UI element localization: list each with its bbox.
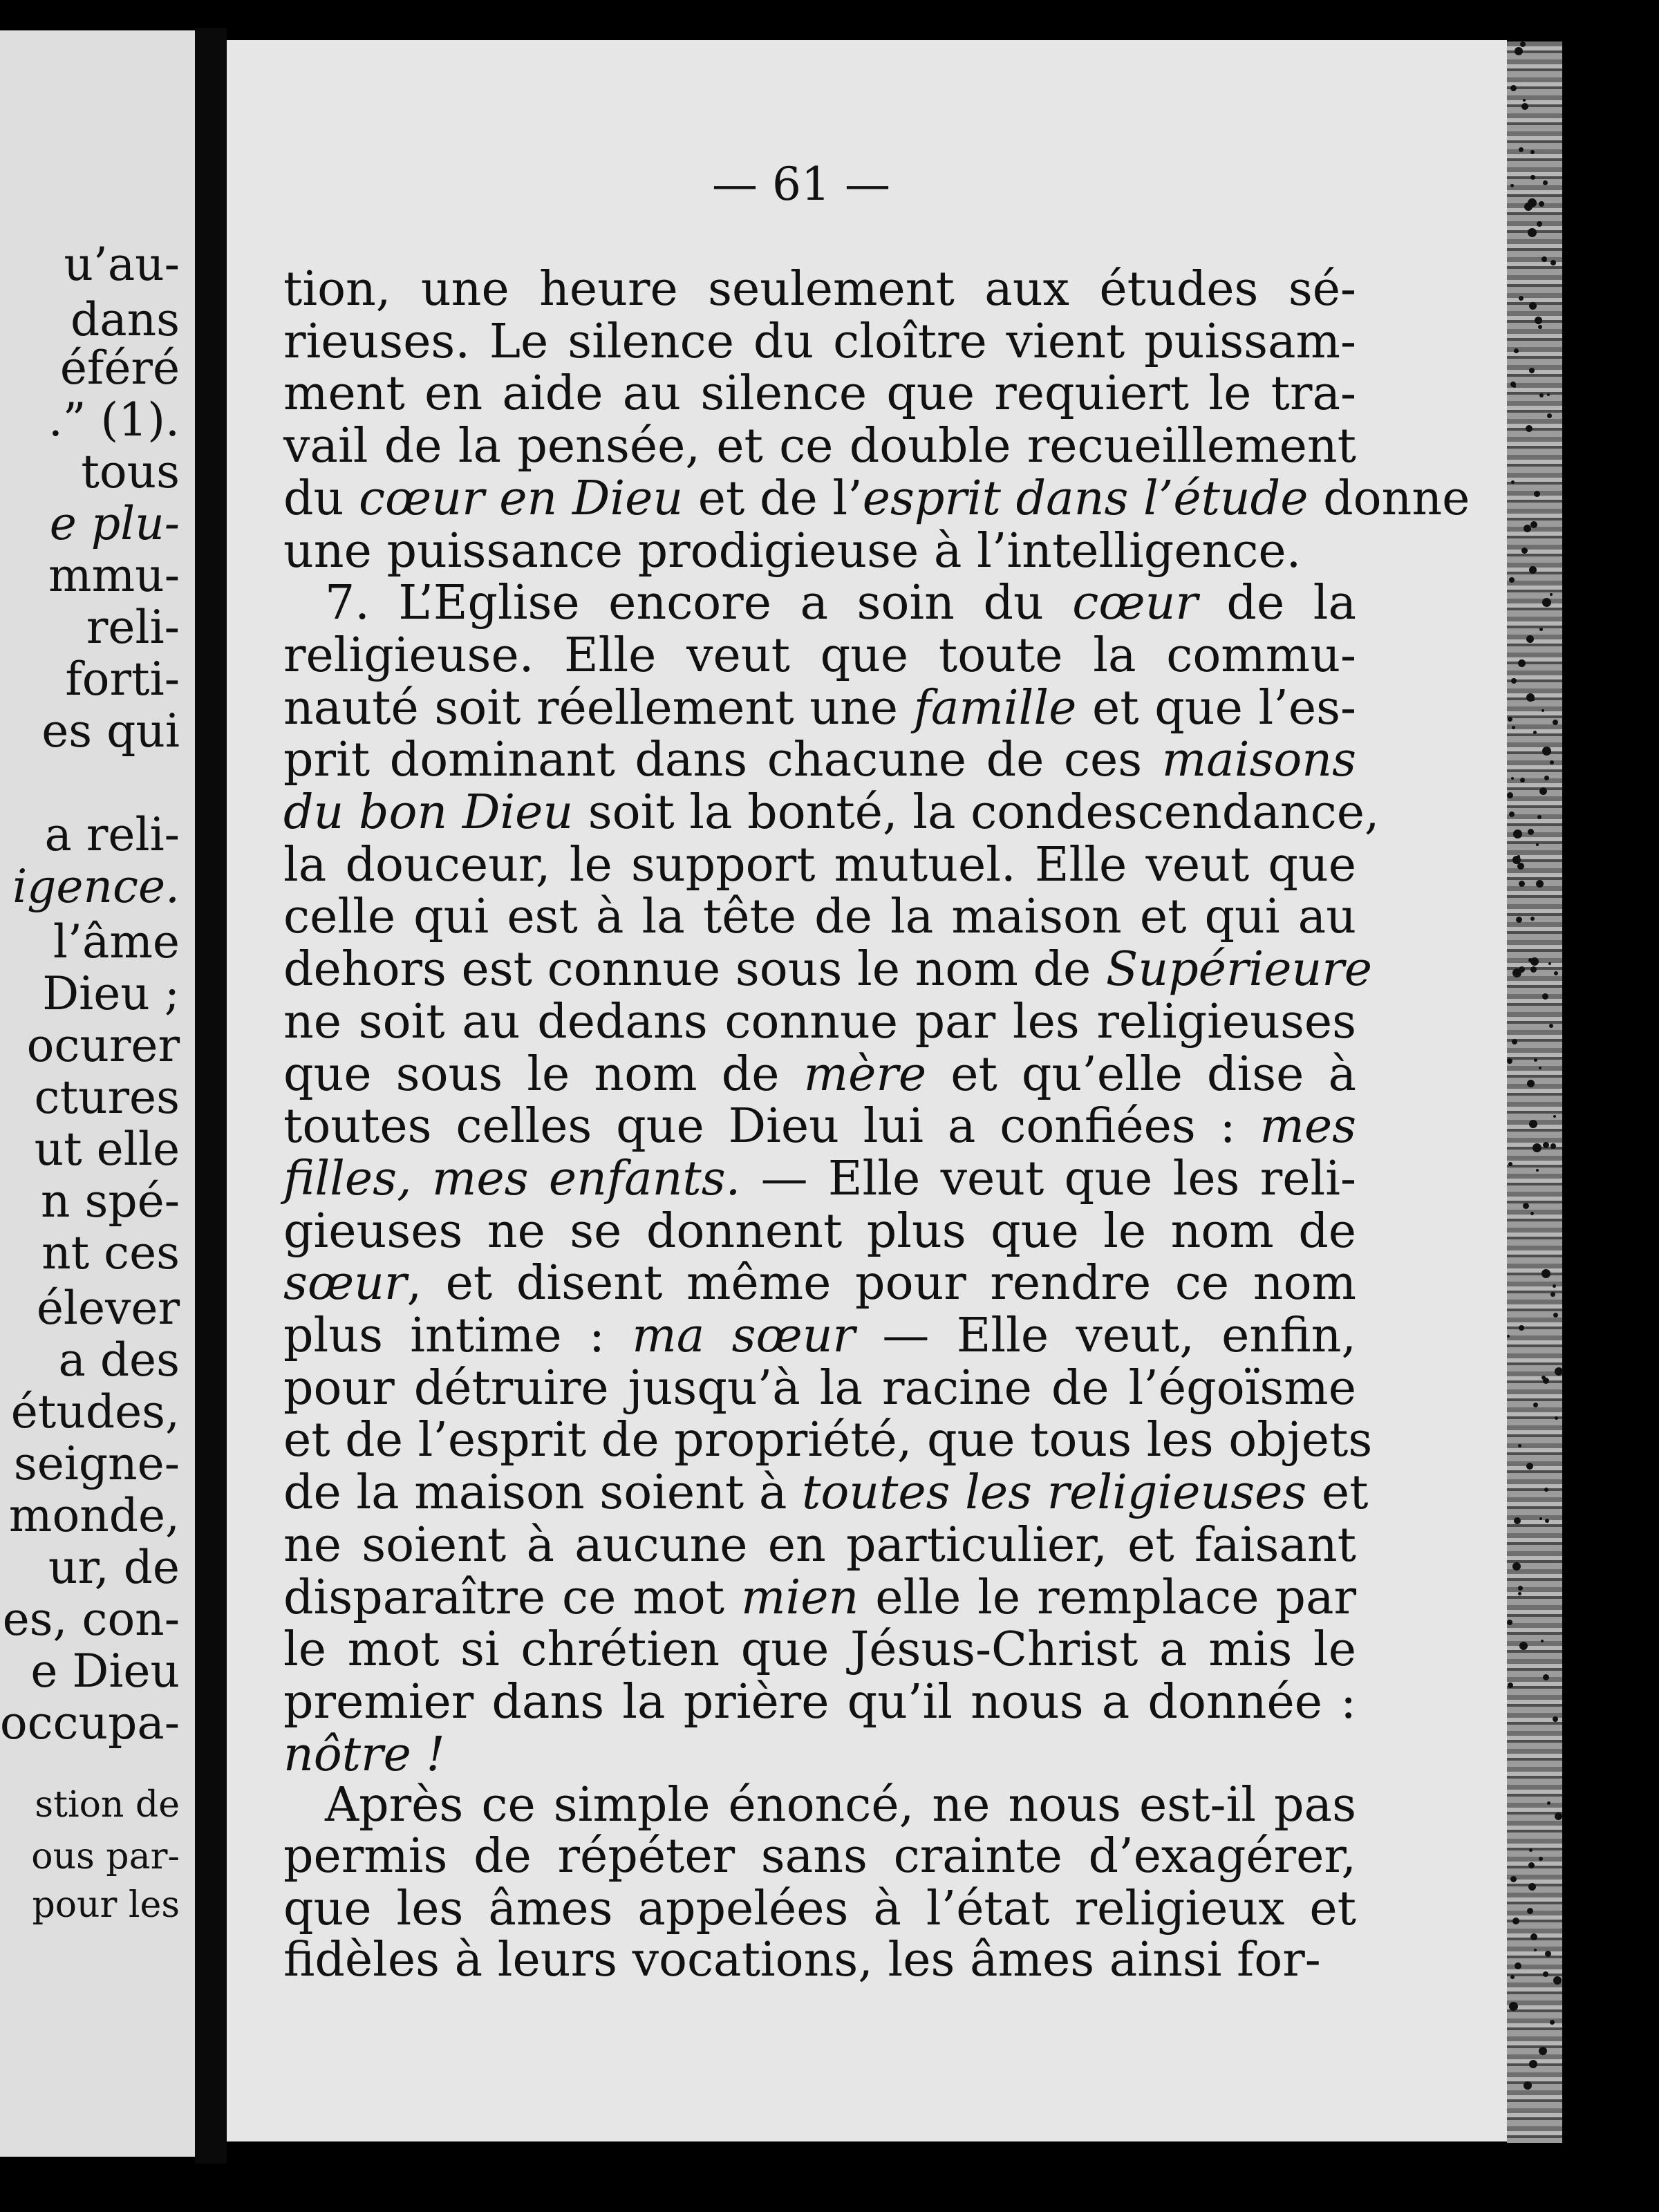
- text-run: le mot si chrétien que Jésus-Christ a mis le: [283, 1622, 1356, 1678]
- edge-speck: [1508, 1162, 1512, 1166]
- left-page-line: tous: [81, 445, 180, 498]
- edge-speck: [1511, 777, 1514, 780]
- left-page-line: n spé-: [41, 1174, 180, 1228]
- edge-speck: [1539, 628, 1543, 631]
- left-page-line: occupa-: [0, 1696, 180, 1750]
- edge-speck: [1539, 1517, 1542, 1520]
- left-page-line: a des: [58, 1333, 180, 1387]
- italic-text: cœur en Dieu: [358, 471, 684, 526]
- italic-text: nôtre !: [283, 1727, 445, 1782]
- text-line: [283, 1047, 1356, 1102]
- edge-speck: [1508, 717, 1512, 722]
- text-line: [283, 1465, 1369, 1521]
- left-page-line: Dieu ;: [42, 967, 180, 1020]
- italic-text: famille: [913, 680, 1077, 735]
- left-page-line: mmu-: [48, 549, 180, 602]
- left-page-line: .” (1).: [48, 393, 180, 447]
- edge-speck: [1518, 1444, 1521, 1447]
- text-run: disparaître ce mot: [283, 1570, 742, 1625]
- italic-text: ma sœur: [632, 1309, 856, 1363]
- edge-speck: [1507, 792, 1513, 798]
- text-run: elle le remplace par: [859, 1570, 1356, 1625]
- edge-speck: [1542, 598, 1551, 607]
- text-run: et de l’esprit de propriété, que tous les objets: [283, 1413, 1373, 1468]
- edge-speck: [1507, 1620, 1512, 1625]
- text-run: fidèles à leurs vocations, les âmes ainsi for-: [283, 1933, 1321, 1987]
- edge-speck: [1510, 1975, 1515, 1979]
- edge-speck: [1526, 693, 1535, 702]
- book-gutter: [195, 28, 227, 2164]
- text-run: premier dans la prière qu’il nous a donnée :: [283, 1674, 1356, 1730]
- text-line: [283, 523, 1356, 579]
- text-run: une puissance prodigieuse à l’intelligence.: [283, 523, 1302, 579]
- text-line: [283, 1829, 1356, 1884]
- edge-speck: [1541, 1376, 1546, 1380]
- text-line: [283, 1933, 1356, 1987]
- edge-speck: [1527, 1908, 1533, 1914]
- edge-speck: [1512, 1918, 1519, 1924]
- edge-speck: [1507, 1058, 1512, 1064]
- italic-text: mien: [741, 1570, 859, 1625]
- edge-speck: [1539, 393, 1544, 397]
- edge-speck: [1518, 659, 1526, 667]
- edge-speck: [1543, 1971, 1548, 1977]
- left-page-line: monde,: [8, 1489, 180, 1542]
- edge-speck: [1539, 201, 1544, 207]
- text-line: [283, 262, 1356, 317]
- edge-speck: [1553, 1976, 1562, 1985]
- edge-speck: [1509, 577, 1515, 583]
- text-run: donne: [1308, 471, 1470, 526]
- edge-speck: [1539, 1067, 1541, 1069]
- edge-speck: [1539, 1857, 1543, 1861]
- edge-speck: [1507, 1335, 1510, 1338]
- left-page-line: ocurer: [26, 1019, 180, 1072]
- edge-speck: [1530, 150, 1535, 154]
- left-page-line: igence.: [12, 860, 180, 913]
- edge-speck: [1519, 296, 1524, 301]
- left-page-line: reli-: [86, 601, 180, 654]
- edge-speck: [1542, 993, 1548, 1000]
- text-run: que les âmes appelées à l’état religieux et: [283, 1882, 1356, 1936]
- edge-speck: [1544, 776, 1549, 780]
- edge-speck: [1550, 1143, 1556, 1149]
- edge-speck: [1519, 881, 1525, 887]
- edge-speck: [1550, 260, 1556, 265]
- edge-speck: [1553, 720, 1558, 725]
- left-page-line: seigne-: [13, 1437, 180, 1490]
- edge-speck: [1510, 382, 1516, 387]
- edge-speck: [1528, 228, 1537, 237]
- edge-speck: [1542, 747, 1551, 756]
- edge-speck: [1555, 1416, 1558, 1420]
- edge-speck: [1530, 1933, 1537, 1940]
- edge-speck: [1547, 393, 1550, 396]
- edge-speck: [1510, 85, 1517, 91]
- text-run: religieuse. Elle veut que toute la commu-: [283, 628, 1356, 683]
- edge-speck: [1519, 1642, 1528, 1650]
- edge-speck: [1536, 880, 1544, 888]
- text-run: — Elle veut que les reli-: [740, 1151, 1356, 1206]
- left-page-line: élever: [36, 1282, 180, 1335]
- text-run: de la: [1197, 576, 1356, 631]
- text-run: pour détruire jusqu’à la racine de l’égoïsme: [283, 1360, 1356, 1416]
- edge-speck: [1549, 1024, 1553, 1028]
- text-line: [283, 628, 1356, 683]
- edge-speck: [1530, 966, 1537, 973]
- edge-speck: [1555, 1367, 1563, 1376]
- edge-speck: [1537, 221, 1542, 227]
- text-run: ne soit au dedans connue par les religieuses: [283, 994, 1356, 1049]
- edge-speck: [1554, 971, 1558, 975]
- edge-speck: [1520, 41, 1526, 47]
- text-run: Après ce simple énoncé, ne nous est-il pas: [325, 1778, 1356, 1833]
- edge-speck: [1536, 843, 1539, 846]
- edge-speck: [1521, 103, 1528, 110]
- text-run: et qu’elle dise à: [926, 1047, 1356, 1102]
- italic-text: maisons: [1161, 733, 1356, 788]
- page-number: — 61 —: [712, 158, 890, 211]
- edge-speck: [1550, 593, 1553, 596]
- text-line: [283, 1570, 1356, 1625]
- left-page-line: e plu-: [49, 497, 180, 550]
- edge-speck: [1512, 726, 1515, 729]
- left-page-line: dans: [71, 293, 180, 346]
- left-page-line: u’au-: [64, 238, 180, 291]
- text-line: [283, 942, 1373, 997]
- edge-speck: [1541, 1269, 1550, 1278]
- edge-speck: [1529, 302, 1537, 310]
- edge-speck: [1523, 99, 1526, 102]
- italic-text: esprit dans l’étude: [862, 471, 1309, 526]
- edge-speck: [1534, 491, 1540, 497]
- edge-speck: [1530, 1212, 1534, 1215]
- text-line: [283, 1882, 1356, 1936]
- edge-speck: [1526, 635, 1534, 643]
- edge-speck: [1518, 1592, 1521, 1595]
- edge-speck: [1511, 480, 1515, 484]
- edge-speck: [1516, 917, 1522, 923]
- edge-speck: [1544, 1488, 1548, 1492]
- edge-speck: [1538, 325, 1542, 329]
- edge-speck: [1528, 1862, 1535, 1868]
- left-page-line: e Dieu: [30, 1644, 180, 1698]
- text-run: vail de la pensée, et ce double recueillement: [283, 419, 1356, 474]
- edge-speck: [1530, 521, 1537, 528]
- edge-speck: [1537, 815, 1541, 819]
- edge-speck: [1550, 760, 1554, 765]
- left-page-line: pour les: [32, 1884, 180, 1926]
- edge-speck: [1528, 1883, 1536, 1891]
- italic-text: Supérieure: [1105, 942, 1373, 997]
- text-line: [283, 314, 1356, 369]
- edge-speck: [1533, 1403, 1538, 1407]
- text-run: — Elle veut, enfin,: [855, 1309, 1356, 1363]
- edge-speck: [1541, 709, 1544, 712]
- text-run: permis de répéter sans crainte d’exagérer,: [283, 1829, 1356, 1884]
- text-run: tion, une heure seulement aux études sé-: [283, 262, 1356, 317]
- text-line: [283, 680, 1356, 735]
- edge-speck: [1512, 856, 1521, 864]
- italic-text: du bon Dieu: [283, 785, 574, 840]
- text-line: [325, 576, 1356, 631]
- text-run: celle qui est à la tête de la maison et qui au: [283, 890, 1356, 945]
- edge-speck: [1541, 256, 1547, 262]
- text-line: [283, 1674, 1356, 1730]
- edge-speck: [1553, 1115, 1556, 1118]
- italic-text: filles, mes enfants.: [283, 1151, 741, 1206]
- edge-speck: [1529, 566, 1537, 574]
- edge-speck: [1520, 778, 1525, 782]
- edge-speck: [1543, 1142, 1549, 1148]
- edge-speck: [1515, 1962, 1521, 1969]
- text-line: [283, 1360, 1356, 1416]
- edge-speck: [1513, 830, 1522, 838]
- text-line: [283, 837, 1356, 892]
- text-line: [283, 1309, 1356, 1363]
- edge-speck: [1528, 829, 1534, 835]
- edge-speck: [1533, 731, 1537, 734]
- edge-speck: [1509, 812, 1515, 817]
- edge-speck: [1508, 1683, 1513, 1688]
- text-run: et de l’: [683, 471, 863, 526]
- edge-speck: [1528, 198, 1537, 207]
- edge-speck: [1553, 1284, 1556, 1288]
- edge-speck: [1539, 787, 1547, 795]
- edge-speck: [1512, 1039, 1517, 1044]
- text-run: toutes celles que Dieu lui a confiées :: [283, 1099, 1260, 1154]
- edge-speck: [1528, 958, 1533, 962]
- page-edges: [1507, 41, 1562, 2143]
- edge-speck: [1548, 962, 1551, 965]
- previous-page-fragment: [0, 30, 195, 2157]
- text-run: dehors est connue sous le nom de: [283, 942, 1106, 997]
- text-line: [283, 471, 1470, 526]
- text-run: ment en aide au silence que requiert le tra-: [283, 366, 1356, 422]
- text-run: la douceur, le support mutuel. Elle veut que: [283, 837, 1356, 892]
- edge-speck: [1514, 348, 1519, 353]
- edge-speck: [1543, 180, 1548, 185]
- text-line: [283, 1727, 1356, 1782]
- edge-speck: [1515, 47, 1523, 55]
- left-page-line: ous par-: [31, 1836, 180, 1877]
- text-run: du: [283, 471, 359, 526]
- edge-speck: [1512, 1562, 1521, 1571]
- edge-speck: [1533, 1143, 1541, 1152]
- left-page-line: a reli-: [44, 808, 180, 861]
- edge-speck: [1536, 1169, 1539, 1172]
- edge-speck: [1541, 1640, 1544, 1642]
- text-line: [283, 1622, 1356, 1678]
- edge-speck: [1527, 1080, 1535, 1087]
- text-line: [283, 733, 1356, 788]
- text-run: et: [1306, 1465, 1369, 1521]
- text-run: rieuses. Le silence du cloître vient puissam-: [283, 314, 1356, 369]
- left-page-line: forti-: [65, 653, 180, 706]
- edge-speck: [1512, 968, 1521, 977]
- edge-speck: [1545, 1951, 1551, 1957]
- edge-speck: [1523, 1203, 1529, 1209]
- italic-text: toutes les religieuses: [802, 1465, 1307, 1521]
- left-page-line: ctures: [34, 1071, 180, 1124]
- edge-speck: [1517, 863, 1524, 870]
- text-line: [283, 890, 1356, 945]
- left-page-line: es qui: [41, 704, 180, 758]
- text-run: plus intime :: [283, 1309, 632, 1363]
- edge-speck: [1518, 1586, 1523, 1591]
- italic-text: mes: [1259, 1099, 1356, 1154]
- text-line: [283, 1517, 1356, 1573]
- italic-text: sœur: [283, 1256, 407, 1311]
- text-run: gieuses ne se donnent plus que le nom de: [283, 1203, 1356, 1259]
- edge-speck: [1547, 1801, 1550, 1805]
- text-run: nauté soit réellement une: [283, 680, 914, 735]
- italic-text: cœur: [1072, 576, 1198, 631]
- edge-speck: [1555, 1812, 1562, 1820]
- left-page-line: éféré: [59, 341, 180, 395]
- edge-speck: [1534, 1949, 1537, 1951]
- left-page-line: nt ces: [41, 1226, 180, 1280]
- edge-speck: [1553, 1313, 1558, 1318]
- text-run: de la maison soient à: [283, 1465, 803, 1521]
- edge-speck: [1545, 1519, 1549, 1523]
- left-page-line: ut elle: [34, 1123, 180, 1176]
- edge-speck: [1510, 184, 1514, 187]
- text-line: [283, 1256, 1356, 1311]
- text-run: ne soient à aucune en particulier, et faisant: [283, 1517, 1356, 1573]
- edge-speck: [1529, 2060, 1537, 2068]
- left-page-line: études,: [10, 1385, 180, 1438]
- text-line: [283, 785, 1380, 840]
- edge-speck: [1529, 1120, 1537, 1128]
- text-run: , et disent même pour rendre ce nom: [406, 1256, 1356, 1311]
- edge-speck: [1521, 547, 1528, 554]
- text-run: et que l’es-: [1076, 680, 1356, 735]
- edge-speck: [1526, 1463, 1533, 1470]
- text-line: [283, 1151, 1356, 1206]
- text-line: [283, 994, 1356, 1049]
- edge-speck: [1534, 1058, 1537, 1062]
- edge-speck: [1543, 1674, 1549, 1680]
- left-page-line: es, con-: [2, 1593, 180, 1646]
- text-line: [283, 1203, 1356, 1259]
- edge-speck: [1511, 678, 1517, 684]
- edge-speck: [1547, 413, 1552, 418]
- left-page-line: stion de: [35, 1784, 180, 1826]
- edge-speck: [1510, 1876, 1517, 1882]
- text-line: [283, 1413, 1373, 1468]
- edge-speck: [1529, 368, 1535, 373]
- edge-speck: [1519, 1325, 1524, 1331]
- edge-speck: [1535, 317, 1542, 324]
- text-run: 7. L’Eglise encore a soin du: [325, 576, 1073, 631]
- edge-speck: [1529, 1848, 1533, 1852]
- left-page-line: ur, de: [48, 1541, 180, 1594]
- left-page-line: l’âme: [53, 915, 180, 968]
- text-run: prit dominant dans chacune de ces: [283, 733, 1162, 788]
- edge-speck: [1526, 425, 1533, 432]
- edge-speck: [1530, 175, 1535, 180]
- edge-speck: [1514, 1517, 1521, 1524]
- text-line: [325, 1778, 1356, 1833]
- text-line: [283, 1099, 1356, 1154]
- text-run: soit la bonté, la condescendance,: [573, 785, 1380, 840]
- text-line: [283, 419, 1356, 474]
- italic-text: mère: [803, 1047, 927, 1102]
- edge-speck: [1550, 2020, 1555, 2025]
- edge-speck: [1539, 2047, 1547, 2055]
- text-line: [283, 366, 1356, 422]
- edge-speck: [1530, 917, 1535, 921]
- edge-speck: [1519, 147, 1524, 152]
- edge-speck: [1550, 1292, 1555, 1297]
- edge-speck: [1509, 2002, 1518, 2011]
- edge-speck: [1553, 1716, 1558, 1722]
- edge-speck: [1524, 2081, 1532, 2090]
- text-run: que sous le nom de: [283, 1047, 804, 1102]
